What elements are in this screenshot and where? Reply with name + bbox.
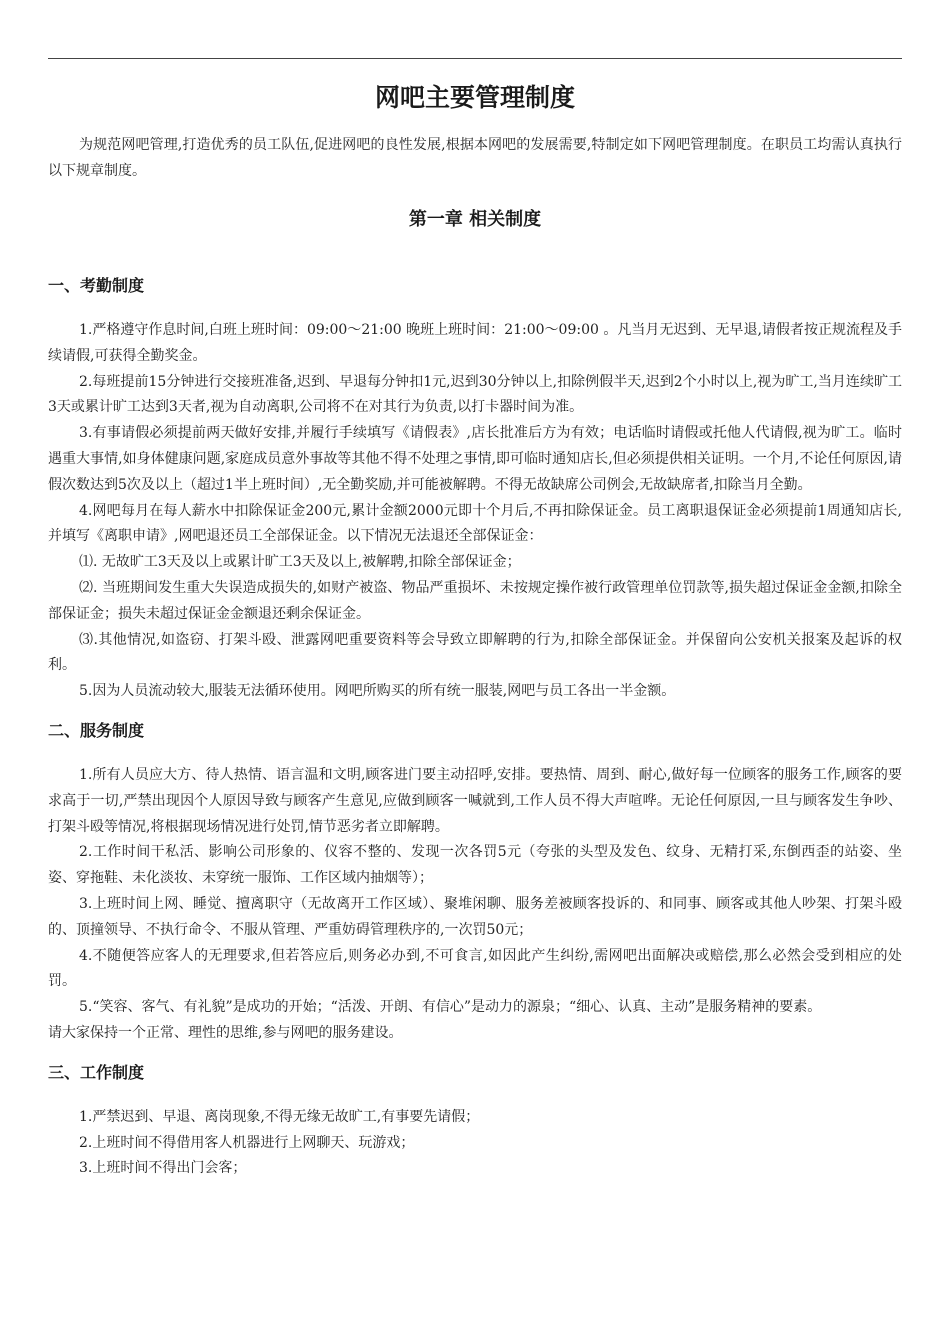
list-item: 4.网吧每月在每人薪水中扣除保证金200元,累计金额2000元即十个月后,不再扣除保证金。员工离职退保证金必须提前1周通知店长,并填写《离职申请》,网吧退还员工全部保证金。以下情况无法退还全部保证金： <box>48 502 902 545</box>
list-item: 2.上班时间不得借用客人机器进行上网聊天、玩游戏； <box>79 1134 415 1151</box>
service-rules <box>48 763 902 1047</box>
section-heading-service: 二、服务制度 <box>48 720 145 740</box>
list-item: 4.不随便答应客人的无理要求,但若答应后,则务必办到,不可食言,如因此产生纠纷,需网吧出面解决或赔偿,那么必然会受到相应的处罚。 <box>48 947 902 990</box>
list-item: 1.严禁迟到、早退、离岗现象,不得无缘无故旷工,有事要先请假； <box>79 1108 480 1125</box>
document-title: 网吧主要管理制度 <box>374 83 575 112</box>
list-item: 1.所有人员应大方、待人热情、语言温和文明,顾客进门要主动招呼,安排。要热情、周到、耐心,做好每一位顾客的服务工作,顾客的要求高于一切,严禁出现因个人原因导致与顾客产生意见,应做到顾客一喊就到,工作人员不得大声喧哗。无论任何原因,一旦与顾客发生争吵、打架斗殴等情况,将根据现场情况进行处罚,情节恶劣者立即解聘。 <box>48 766 902 835</box>
document-body <box>48 78 902 1182</box>
list-item: 5.“笑容、客气、有礼貌”是成功的开始；“活泼、开朗、有信心”是动力的源泉；“细心、认真、主动”是服务精神的要素。 <box>79 999 822 1016</box>
list-item: 5.因为人员流动较大,服装无法循环使用。网吧所购买的所有统一服装,网吧与员工各出一半金额。 <box>79 683 676 700</box>
list-item: 3.上班时间上网、睡觉、擅离职守（无故离开工作区域）、聚堆闲聊、服务差被顾客投诉的、和同事、顾客或其他人吵架、打架斗殴的、顶撞领导、不执行命令、不服从管理、严重妨碍管理秩序的,一次罚50元； <box>48 895 902 938</box>
list-item: ⑴. 无故旷工3天及以上或累计旷工3天及以上,被解聘,扣除全部保证金； <box>79 554 521 571</box>
list-item: 1.严格遵守作息时间,白班上班时间：09:00～21:00 晚班上班时间：21:00～09:00 。凡当月无迟到、无早退,请假者按正规流程及手续请假,可获得全勤奖金。 <box>48 322 902 364</box>
list-item: 3.有事请假必须提前两天做好安排,并履行手续填写《请假表》,店长批准后方为有效；电话临时请假或托他人代请假,视为旷工。临时遇重大事情,如身体健康问题,家庭成员意外事故等其他不得不处理之事情,即可临时通知店长,但必须提供相关证明。一个月,不论任何原因,请假次数达到5次及以上（超过1半上班时间）,无全勤奖励,并可能被解聘。不得无故缺席公司例会,无故缺席者,扣除当月全勤。 <box>48 425 902 493</box>
attendance-rules <box>48 318 902 705</box>
list-item: 2.工作时间干私活、影响公司形象的、仪容不整的、发现一次各罚5元（夸张的头型及发色、纹身、无精打采,东倒西歪的站姿、坐姿、穿拖鞋、未化淡妆、未穿统一服饰、工作区域内抽烟等）； <box>48 844 902 887</box>
header-rule <box>48 58 902 59</box>
intro-paragraph: 为规范网吧管理,打造优秀的员工队伍,促进网吧的良性发展,根据本网吧的发展需要,特制定如下网吧管理制度。在职员工均需认真执行以下规章制度。 <box>48 137 902 179</box>
closing-note: 请大家保持一个正常、理性的思维,参与网吧的服务建设。 <box>48 1024 403 1041</box>
list-item: ⑶.其他情况,如盗窃、打架斗殴、泄露网吧重要资料等会导致立即解聘的行为,扣除全部保证金。并保留向公安机关报案及起诉的权利。 <box>48 631 902 674</box>
list-item: 3.上班时间不得出门会客； <box>79 1160 247 1177</box>
chapter-heading: 第一章 相关制度 <box>408 209 542 230</box>
work-rules <box>48 1105 902 1182</box>
list-item: ⑵. 当班期间发生重大失误造成损失的,如财产被盗、物品严重损坏、未按规定操作被行政管理单位罚款等,损失超过保证金金额,扣除全部保证金；损失未超过保证金金额退还剩余保证金。 <box>48 579 902 622</box>
list-item: 2.每班提前15分钟进行交接班准备,迟到、早退每分钟扣1元,迟到30分钟以上,扣除例假半天,迟到2个小时以上,视为旷工,当月连续旷工3天或累计旷工达到3天者,视为自动离职,公司将不在对其行为负责,以打卡器时间为准。 <box>48 373 902 416</box>
section-heading-work: 三、工作制度 <box>48 1062 145 1082</box>
section-heading-attendance: 一、考勤制度 <box>48 276 145 295</box>
